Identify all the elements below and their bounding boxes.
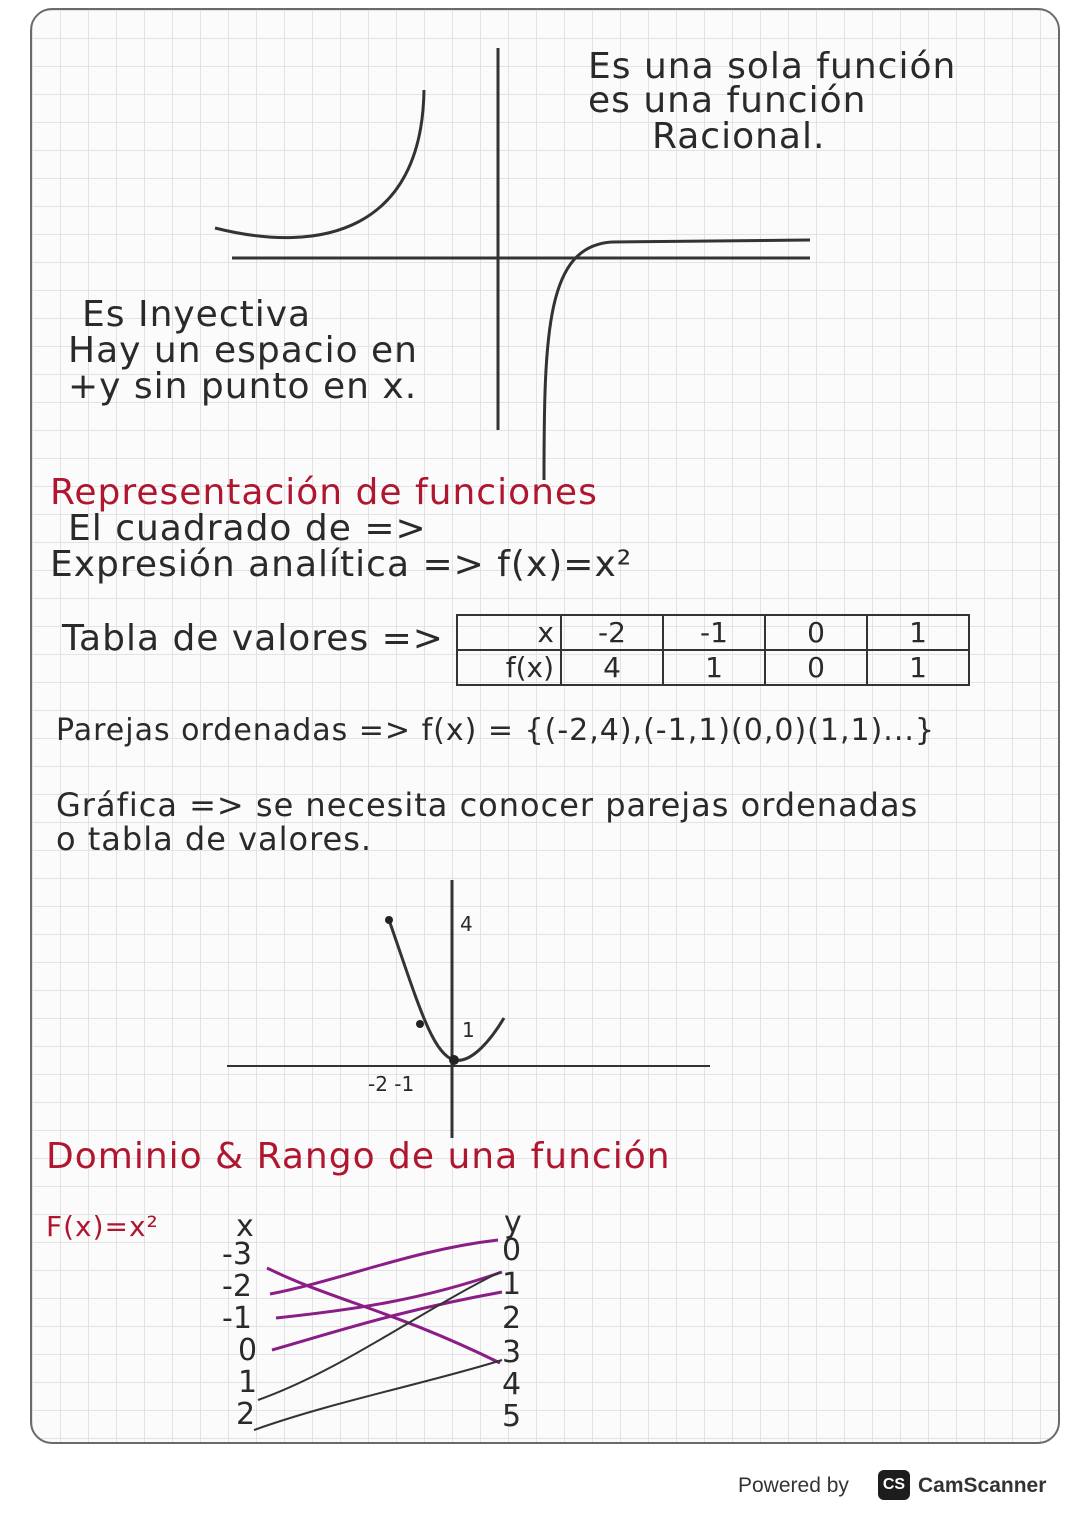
y-value: 3 bbox=[502, 1335, 522, 1370]
injective-note-line-2: Hay un espacio en bbox=[68, 330, 418, 371]
map-1 bbox=[258, 1272, 500, 1400]
values-table bbox=[456, 614, 970, 686]
camscanner-logo-icon: CS bbox=[878, 1470, 910, 1500]
table-cell-x: 0 bbox=[765, 615, 867, 650]
notebook-page bbox=[30, 8, 1060, 1444]
y-value: 2 bbox=[502, 1301, 522, 1336]
powered-by-text: Powered by bbox=[738, 1474, 849, 1497]
x-value: 1 bbox=[238, 1365, 258, 1400]
section-title-domain-range: Dominio & Rango de una función bbox=[46, 1136, 671, 1177]
x-value: -1 bbox=[222, 1301, 252, 1336]
graph-note-line-1: Gráfica => se necesita conocer parejas ordenadas bbox=[56, 786, 919, 824]
y-header: y bbox=[504, 1205, 523, 1240]
section-title-representation: Representación de funciones bbox=[50, 472, 598, 513]
parabola-label-neg: -2 -1 bbox=[368, 1072, 415, 1096]
x-value: -3 bbox=[222, 1237, 252, 1272]
y-value: 1 bbox=[502, 1267, 522, 1302]
parabola-curve bbox=[389, 920, 504, 1060]
point-neg2-4 bbox=[385, 916, 393, 924]
camscanner-brand: CamScanner bbox=[918, 1474, 1047, 1497]
top-note-line-1: Es una sola función bbox=[588, 46, 957, 87]
table-cell-fx: 1 bbox=[663, 650, 765, 685]
y-value: 0 bbox=[502, 1233, 522, 1268]
subtitle-square: El cuadrado de => bbox=[68, 508, 427, 549]
x-value: 2 bbox=[236, 1397, 256, 1432]
table-cell-fx: 1 bbox=[867, 650, 969, 685]
table-header-x: x bbox=[457, 615, 561, 650]
table-cell-x: -1 bbox=[663, 615, 765, 650]
ordered-pairs: Parejas ordenadas => f(x) = {(-2,4),(-1,1)(0,0)(1,1)...} bbox=[56, 713, 935, 748]
x-value: -2 bbox=[222, 1269, 252, 1304]
parabola-label-1: 1 bbox=[462, 1018, 475, 1042]
top-note-line-2: es una función bbox=[588, 80, 867, 121]
map-neg2 bbox=[270, 1240, 498, 1294]
table-header-fx: f(x) bbox=[457, 650, 561, 685]
map-0 bbox=[272, 1292, 502, 1350]
point-0-0 bbox=[449, 1055, 459, 1065]
table-row-x bbox=[457, 615, 969, 650]
graph-note-line-2: o tabla de valores. bbox=[56, 820, 373, 858]
analytic-expression: Expresión analítica => f(x)=x² bbox=[50, 544, 633, 585]
table-cell-fx: 4 bbox=[561, 650, 663, 685]
x-header: x bbox=[236, 1209, 255, 1244]
point-neg1-1 bbox=[416, 1020, 424, 1028]
hyperbola-left-branch bbox=[215, 90, 424, 238]
table-cell-x: -2 bbox=[561, 615, 663, 650]
table-cell-x: 1 bbox=[867, 615, 969, 650]
x-value: 0 bbox=[238, 1333, 258, 1368]
function-label: F(x)=x² bbox=[46, 1210, 159, 1243]
map-neg1 bbox=[276, 1272, 502, 1318]
parabola-label-4: 4 bbox=[460, 912, 473, 936]
table-cell-fx: 0 bbox=[765, 650, 867, 685]
hyperbola-right-branch bbox=[544, 240, 810, 480]
table-label: Tabla de valores => bbox=[62, 618, 444, 659]
top-note-line-3: Racional. bbox=[652, 116, 826, 157]
map-2 bbox=[254, 1360, 502, 1430]
table-row-fx bbox=[457, 650, 969, 685]
injective-note-line-1: Es Inyectiva bbox=[82, 294, 312, 335]
y-value: 5 bbox=[502, 1399, 522, 1434]
injective-note-line-3: +y sin punto en x. bbox=[68, 366, 418, 407]
y-value: 4 bbox=[502, 1367, 522, 1402]
